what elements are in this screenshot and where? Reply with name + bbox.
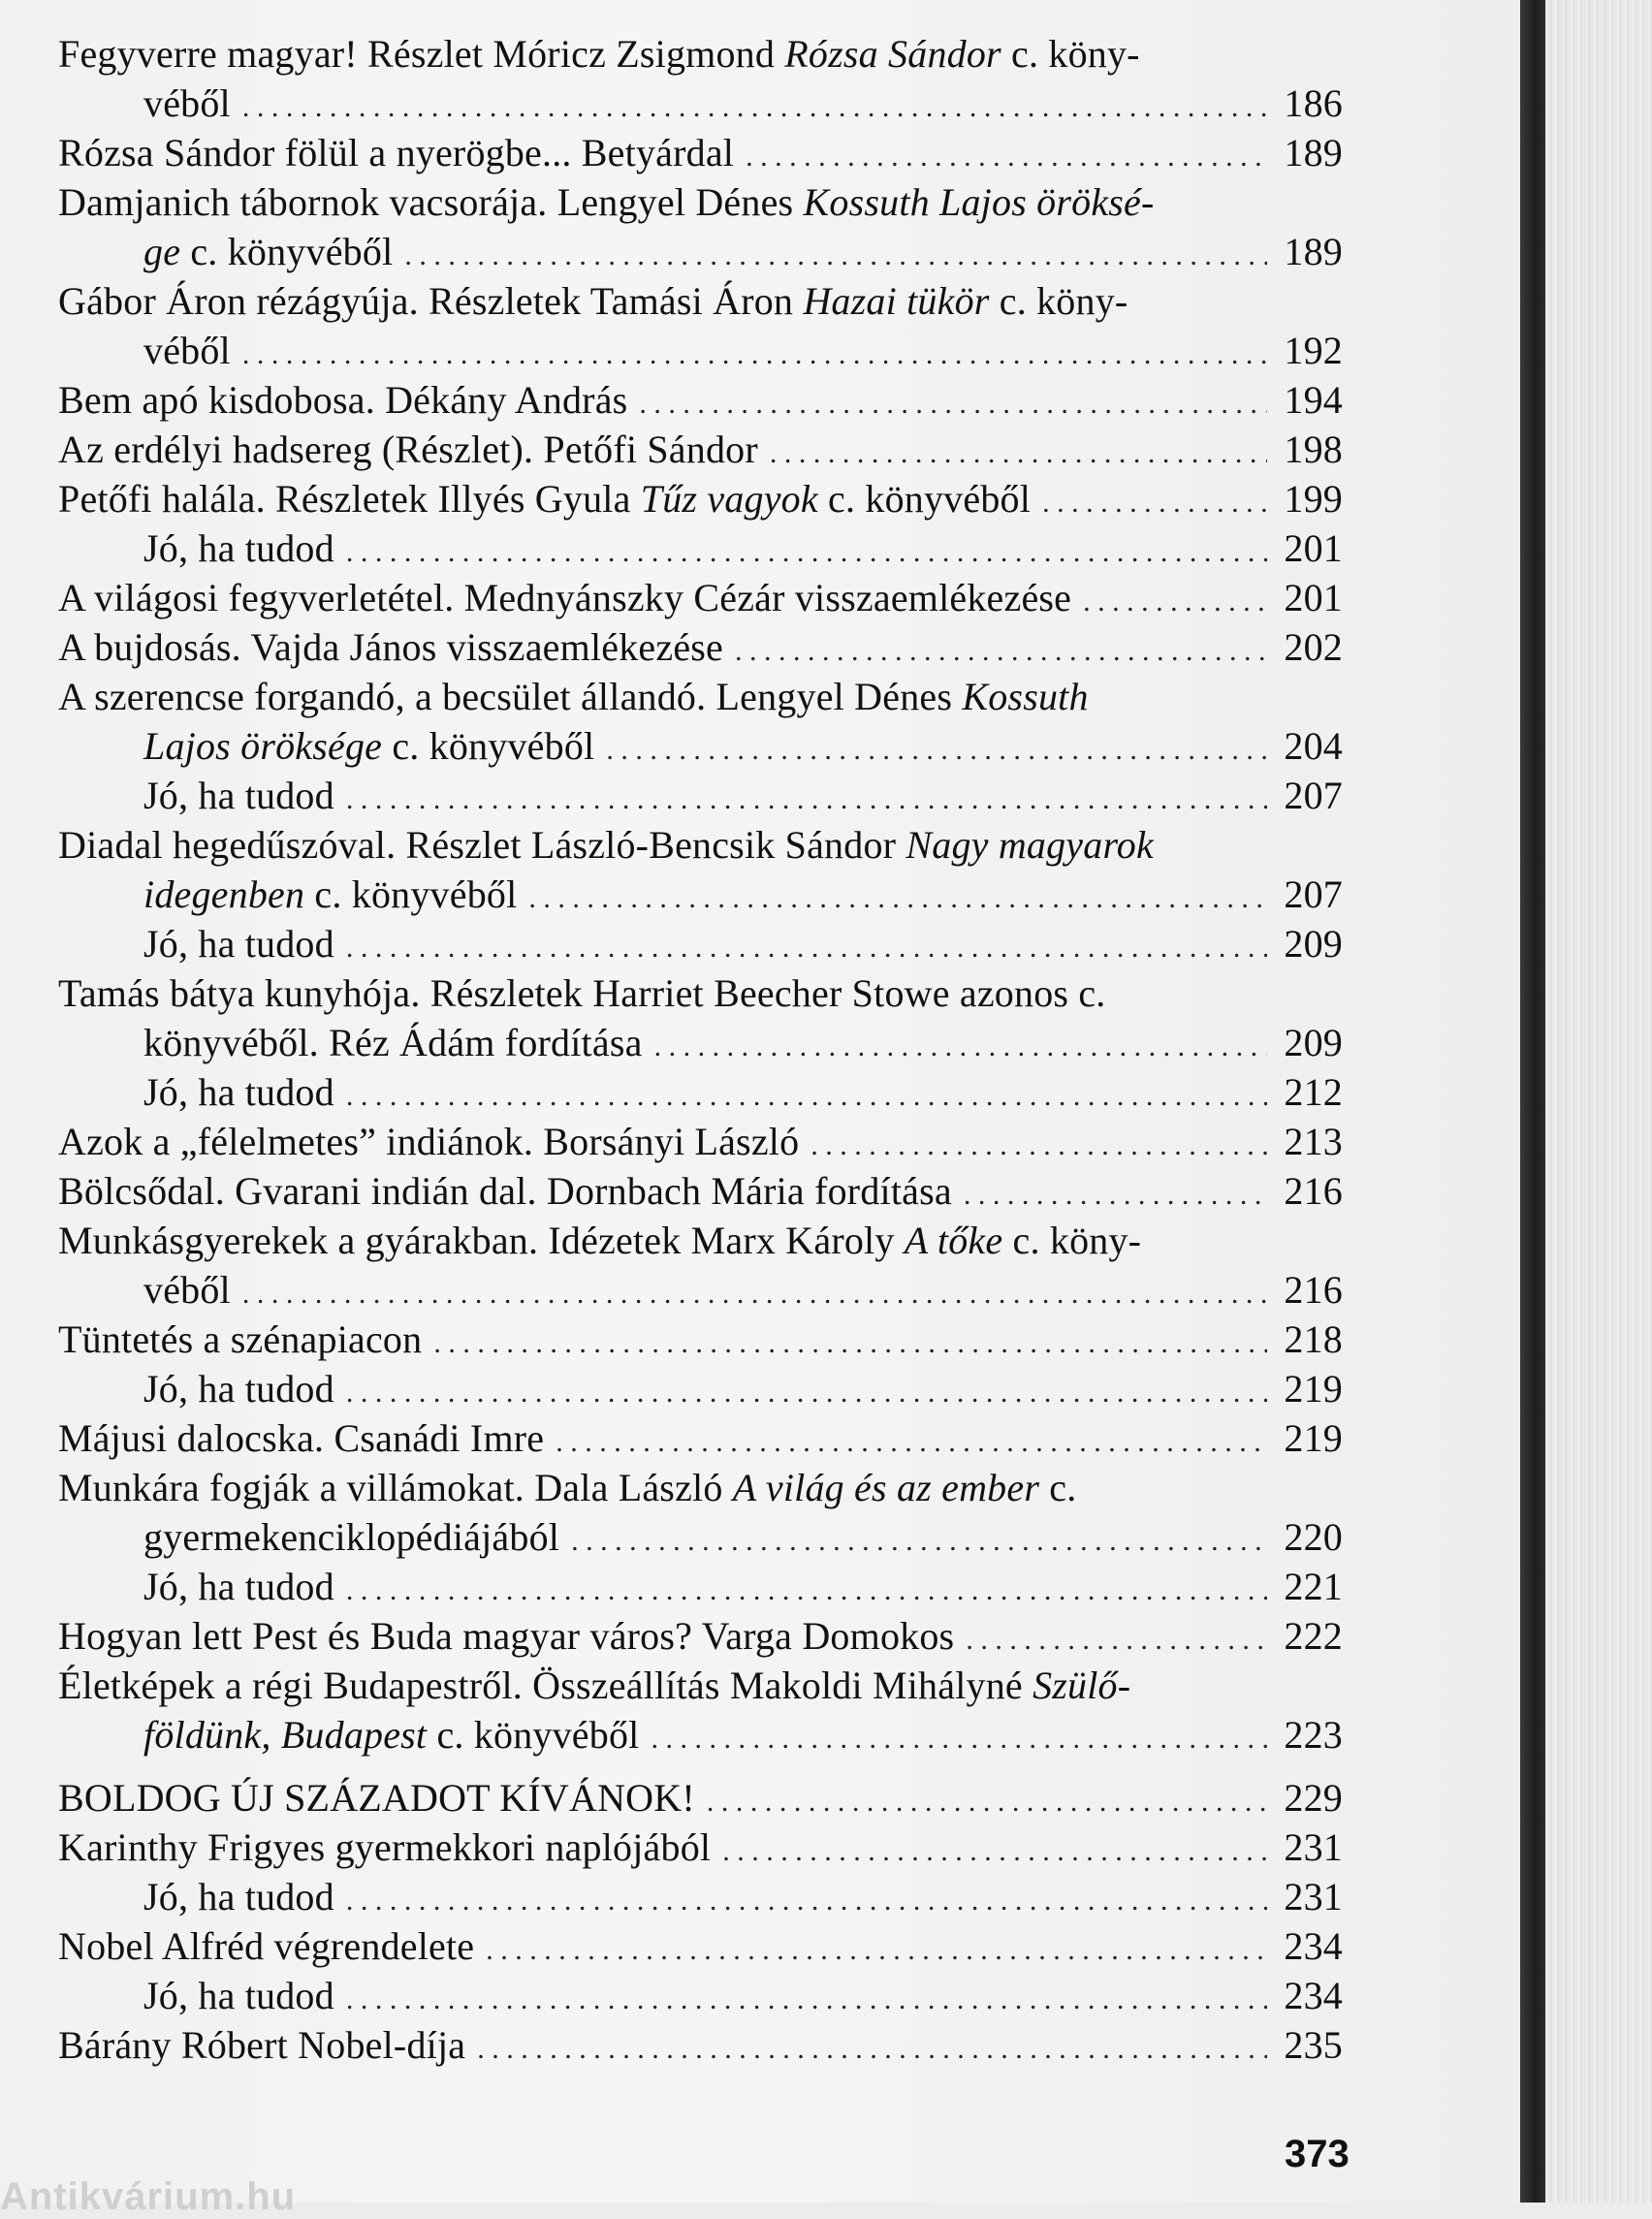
dot-leader [346,919,1267,972]
toc-entry[interactable] [58,1562,1343,1611]
toc-entry-title: Gábor Áron rézágyúja. Részletek Tamási Áron Hazai tükör c. köny- [58,279,1128,323]
page-edges [1545,0,1652,2203]
dot-leader [606,721,1267,775]
toc-entry-title: ge c. könyvéből [143,230,394,273]
toc-entry-last-line [58,326,1343,375]
dot-leader [477,2020,1267,2074]
toc-entry-page: 231 [1284,1875,1343,1918]
toc-entry-page: 219 [1284,1367,1343,1411]
toc-entry-title: Az erdélyi hadsereg (Részlet). Petőfi Sándor [58,428,758,471]
toc-entry-line [58,1463,1343,1512]
toc-entry-title: Jó, ha tudod [143,922,334,966]
toc-entry-line [58,29,1343,79]
toc-entry-last-line [58,1971,1343,2020]
toc-entry-last-line [58,1611,1343,1661]
toc-entry[interactable] [58,425,1343,474]
toc-entry-page: 213 [1284,1120,1343,1163]
toc-entry-title: földünk, Budapest c. könyvéből [143,1713,640,1757]
toc-entry[interactable] [58,968,1343,1067]
dot-leader [707,1773,1267,1826]
toc-entry-last-line [58,128,1343,177]
toc-entry-title: Bárány Róbert Nobel-díja [58,2023,466,2067]
toc-entry-line [58,1661,1343,1710]
toc-entry-title: Hogyan lett Pest és Buda magyar város? Varga Domokos [58,1614,955,1658]
toc-entry-page: 194 [1284,378,1343,422]
dot-leader [346,1067,1267,1121]
toc-entry-page: 216 [1284,1268,1343,1312]
toc-entry-page: 216 [1284,1169,1343,1213]
toc-entry-last-line [58,1018,1343,1067]
toc-entry-page: 229 [1284,1776,1343,1820]
toc-entry-title: Azok a „félelmetes” indiánok. Borsányi László [58,1120,800,1163]
toc-entry-page: 235 [1284,2023,1343,2067]
toc-entry[interactable] [58,573,1343,622]
toc-entry-title: Damjanich tábornok vacsorája. Lengyel Dénes Kossuth Lajos öröksé- [58,180,1155,224]
toc-entry-page: 189 [1284,131,1343,174]
toc-entry[interactable] [58,375,1343,425]
toc-entry-title: Bölcsődal. Gvarani indián dal. Dornbach Mária fordítása [58,1169,952,1213]
toc-entry[interactable] [58,1117,1343,1166]
toc-entry-title: véből [143,329,231,372]
toc-entry-last-line [58,573,1343,622]
toc-entry[interactable] [58,523,1343,573]
toc-entry[interactable] [58,820,1343,919]
toc-entry[interactable] [58,29,1343,128]
dot-leader [346,1364,1267,1417]
toc-entry-line [58,820,1343,870]
toc-entry[interactable] [58,1971,1343,2020]
toc-entry-last-line [58,1166,1343,1216]
toc-entry-last-line [58,1364,1343,1413]
toc-entry-last-line [58,79,1343,128]
toc-entry-last-line [58,1512,1343,1562]
toc-entry-line [58,1216,1343,1265]
toc-entry-page: 207 [1284,774,1343,817]
toc-entry-page: 201 [1284,526,1343,570]
toc-entry-page: 192 [1284,329,1343,372]
toc-entry-page: 220 [1284,1515,1343,1559]
toc-entry[interactable] [58,1315,1343,1364]
toc-entry[interactable] [58,2020,1343,2070]
toc-entry-last-line [58,1710,1343,1759]
toc-entry-last-line [58,1562,1343,1611]
toc-entry[interactable] [58,771,1343,820]
toc-entry-title: Karinthy Frigyes gyermekkori naplójából [58,1825,712,1869]
toc-entry-last-line [58,425,1343,474]
dot-leader [654,1018,1267,1071]
toc-entry-last-line [58,721,1343,771]
toc-entry-title: A szerencse forgandó, a becsület állandó. Lengyel Dénes Kossuth [58,675,1089,718]
watermark: Antikvárium.hu [0,2175,297,2218]
toc-entry[interactable] [58,1773,1343,1823]
toc-entry[interactable] [58,622,1343,672]
dot-leader [346,1872,1267,1925]
toc-entry-last-line [58,1921,1343,1971]
page-number: 373 [1285,2133,1350,2175]
dot-leader [746,128,1267,181]
toc-entry-title: Tamás bátya kunyhója. Részletek Harriet Beecher Stowe azonos c. [58,971,1106,1015]
toc-entry-title: Rózsa Sándor fölül a nyerögbe... Betyárdal [58,131,735,174]
toc-entry-last-line [58,622,1343,672]
toc-entry-page: 221 [1284,1565,1343,1608]
toc-entry-title: Jó, ha tudod [143,1565,334,1608]
toc-entry-title: BOLDOG ÚJ SZÁZADOT KÍVÁNOK! [58,1776,695,1820]
toc-entry-title: A bujdosás. Vajda János visszaemlékezése [58,625,723,669]
toc-entry-page: 209 [1284,922,1343,966]
dot-leader [242,326,1267,379]
dot-leader [346,1562,1267,1615]
toc-entry-last-line [58,1315,1343,1364]
toc-entry-title: Tüntetés a szénapiacon [58,1317,423,1361]
toc-entry-title: Lajos öröksége c. könyvéből [143,724,595,768]
dot-leader [1042,474,1267,527]
toc-entry-page: 218 [1284,1317,1343,1361]
toc-entry-title: Munkára fogják a villámokat. Dala László A világ és az ember c. [58,1466,1077,1509]
dot-leader [722,1823,1267,1876]
toc-entry-last-line [58,1413,1343,1463]
dot-leader [346,771,1267,824]
toc-entry[interactable] [58,1364,1343,1413]
toc-entry-title: Jó, ha tudod [143,1367,334,1411]
toc-entry-page: 223 [1284,1713,1343,1757]
toc-entry[interactable] [58,1823,1343,1872]
toc-entry[interactable] [58,474,1343,523]
toc-entry-last-line [58,870,1343,919]
dot-leader [964,1166,1267,1220]
toc-entry[interactable] [58,1166,1343,1216]
toc-entry-title: gyermekenciklopédiájából [143,1515,560,1559]
table-of-contents [58,29,1343,2070]
dot-leader [639,375,1267,428]
dot-leader [242,79,1267,132]
dot-leader [404,227,1267,280]
toc-entry[interactable] [58,177,1343,276]
toc-entry-title: véből [143,81,231,125]
toc-entry[interactable] [58,1611,1343,1661]
toc-entry-last-line [58,474,1343,523]
toc-entry-last-line [58,523,1343,573]
toc-entry[interactable] [58,919,1343,968]
toc-entry[interactable] [58,1463,1343,1562]
toc-entry-title: Jó, ha tudod [143,774,334,817]
toc-entry-page: 222 [1284,1614,1343,1658]
toc-entry-page: 231 [1284,1825,1343,1869]
toc-entry[interactable] [58,1661,1343,1759]
toc-entry[interactable] [58,276,1343,375]
toc-entry-last-line [58,1117,1343,1166]
toc-entry-line [58,177,1343,227]
toc-entry-title: Jó, ha tudod [143,1974,334,2017]
toc-entry-title: Munkásgyerekek a gyárakban. Idézetek Marx Károly A tőke c. köny- [58,1219,1142,1262]
toc-entry-title: Jó, ha tudod [143,1070,334,1114]
toc-entry-title: A világosi fegyverletétel. Mednyánszky Cézár visszaemlékezése [58,576,1072,619]
toc-entry[interactable] [58,672,1343,771]
toc-entry[interactable] [58,1872,1343,1921]
toc-entry-page: 186 [1284,81,1343,125]
toc-entry-title: Petőfi halála. Részletek Illyés Gyula Tűz vagyok c. könyvéből [58,477,1032,521]
toc-entry-last-line [58,1872,1343,1921]
dot-leader [651,1710,1267,1763]
toc-entry-last-line [58,227,1343,276]
toc-entry-title: könyvéből. Réz Ádám fordítása [143,1021,643,1064]
dot-leader [242,1265,1267,1318]
dot-leader [735,622,1267,676]
toc-entry[interactable] [58,1921,1343,1971]
toc-entry[interactable] [58,1067,1343,1117]
toc-entry[interactable] [58,128,1343,177]
toc-entry-last-line [58,771,1343,820]
dot-leader [770,425,1267,478]
dot-leader [966,1611,1267,1664]
toc-entry-title: Májusi dalocska. Csanádi Imre [58,1416,545,1460]
toc-entry-title: Nobel Alfréd végrendelete [58,1924,475,1968]
dot-leader [1083,573,1267,626]
toc-entry-page: 234 [1284,1924,1343,1968]
toc-entry-line [58,968,1343,1018]
toc-entry-title: véből [143,1268,231,1312]
toc-entry-title: Diadal hegedűszóval. Részlet László-Bencsik Sándor Nagy magyarok [58,823,1154,867]
dot-leader [810,1117,1267,1170]
toc-entry-last-line [58,1773,1343,1823]
toc-entry-page: 219 [1284,1416,1343,1460]
toc-entry-page: 201 [1284,576,1343,619]
dot-leader [528,870,1267,923]
dot-leader [486,1921,1267,1975]
book-spine-shadow [1520,0,1545,2203]
dot-leader [346,1971,1267,2024]
toc-entry-last-line [58,2020,1343,2070]
toc-entry-page: 209 [1284,1021,1343,1064]
dot-leader [433,1315,1267,1368]
toc-entry[interactable] [58,1413,1343,1463]
dot-leader [346,523,1267,577]
toc-entry-title: Fegyverre magyar! Részlet Móricz Zsigmond Rózsa Sándor c. köny- [58,32,1140,76]
dot-leader [571,1512,1267,1566]
toc-entry-last-line [58,375,1343,425]
dot-leader [556,1413,1267,1467]
toc-entry-last-line [58,1823,1343,1872]
toc-entry-page: 204 [1284,724,1343,768]
toc-entry-page: 207 [1284,872,1343,916]
toc-entry-page: 234 [1284,1974,1343,2017]
toc-entry-title: Életképek a régi Budapestről. Összeállítás Makoldi Mihályné Szülő- [58,1664,1131,1707]
toc-entry-page: 202 [1284,625,1343,669]
toc-entry-title: Jó, ha tudod [143,1875,334,1918]
toc-entry-line [58,276,1343,326]
toc-entry-title: Bem apó kisdobosa. Dékány András [58,378,628,422]
toc-entry-title: Jó, ha tudod [143,526,334,570]
toc-entry-page: 198 [1284,428,1343,471]
toc-entry-line [58,672,1343,721]
toc-entry-page: 212 [1284,1070,1343,1114]
toc-entry-title: idegenben c. könyvéből [143,872,518,916]
toc-entry-page: 199 [1284,477,1343,521]
toc-entry-last-line [58,919,1343,968]
toc-entry[interactable] [58,1216,1343,1315]
toc-entry-last-line [58,1067,1343,1117]
toc-entry-last-line [58,1265,1343,1315]
toc-entry-page: 189 [1284,230,1343,273]
